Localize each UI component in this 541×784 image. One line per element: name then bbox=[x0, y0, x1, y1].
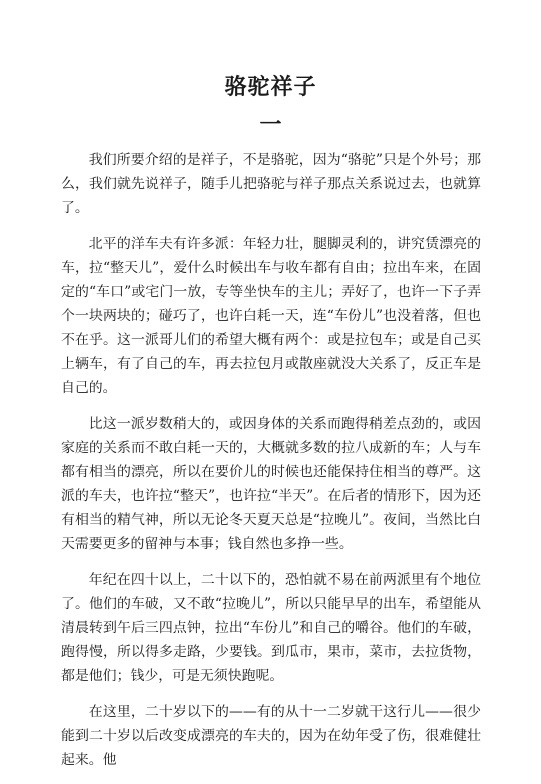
body-text bbox=[61, 148, 481, 784]
book-title: 骆驼祥子 bbox=[224, 74, 317, 100]
chapter-heading: 一 bbox=[259, 112, 282, 138]
paragraph-4: 年纪在四十以上，二十以下的，恐怕就不易在前两派里有个地位了。他们的车破，又不敢“拉晚儿”，所以只能早早的出车，希望能从清晨转到午后三四点钟，拉出“车份儿”和自己的嚼谷。他们的车破，跑得慢，所以得多走路，少要钱。到瓜市，果市，菜市，去拉货物，都是他们；钱少，可是无须快跑呢。 bbox=[61, 572, 481, 684]
paragraph-5: 在这里，二十岁以下的——有的从十一二岁就干这行儿——很少能到二十岁以后改变成漂亮的车夫的，因为在幼年受了伤，很难健壮起来。他 bbox=[61, 704, 481, 768]
paragraph-3: 比这一派岁数稍大的，或因身体的关系而跑得稍差点劲的，或因家庭的关系而不敢白耗一天的，大概就多数的拉八成新的车；人与车都有相当的漂亮，所以在要价儿的时候也还能保持住相当的尊严。这派的车夫，也许拉“整天”，也许拉“半天”。在后者的情形下，因为还有相当的精气神，所以无论冬天夏天总是“拉晚儿”。夜间，当然比白天需要更多的留神与本事；钱自然也多挣一些。 bbox=[61, 416, 481, 552]
paragraph-2: 北平的洋车夫有许多派：年轻力壮，腿脚灵利的，讲究赁漂亮的车，拉“整天儿”，爱什么时候出车与收车都有自由；拉出车来，在固定的“车口”或宅门一放，专等坐快车的主儿；弄好了，也许一下子弄个一块两块的；碰巧了，也许白耗一天，连“车份儿”也没着落，但也不在乎。这一派哥儿们的希望大概有两个：或是拉包车；或是自己买上辆车，有了自己的车，再去拉包月或散座就没大关系了，反正车是自己的。 bbox=[61, 236, 481, 396]
paragraph-1: 我们所要介绍的是祥子，不是骆驼，因为“骆驼”只是个外号；那么，我们就先说祥子，随手儿把骆驼与祥子那点关系说过去，也就算了。 bbox=[61, 152, 481, 216]
